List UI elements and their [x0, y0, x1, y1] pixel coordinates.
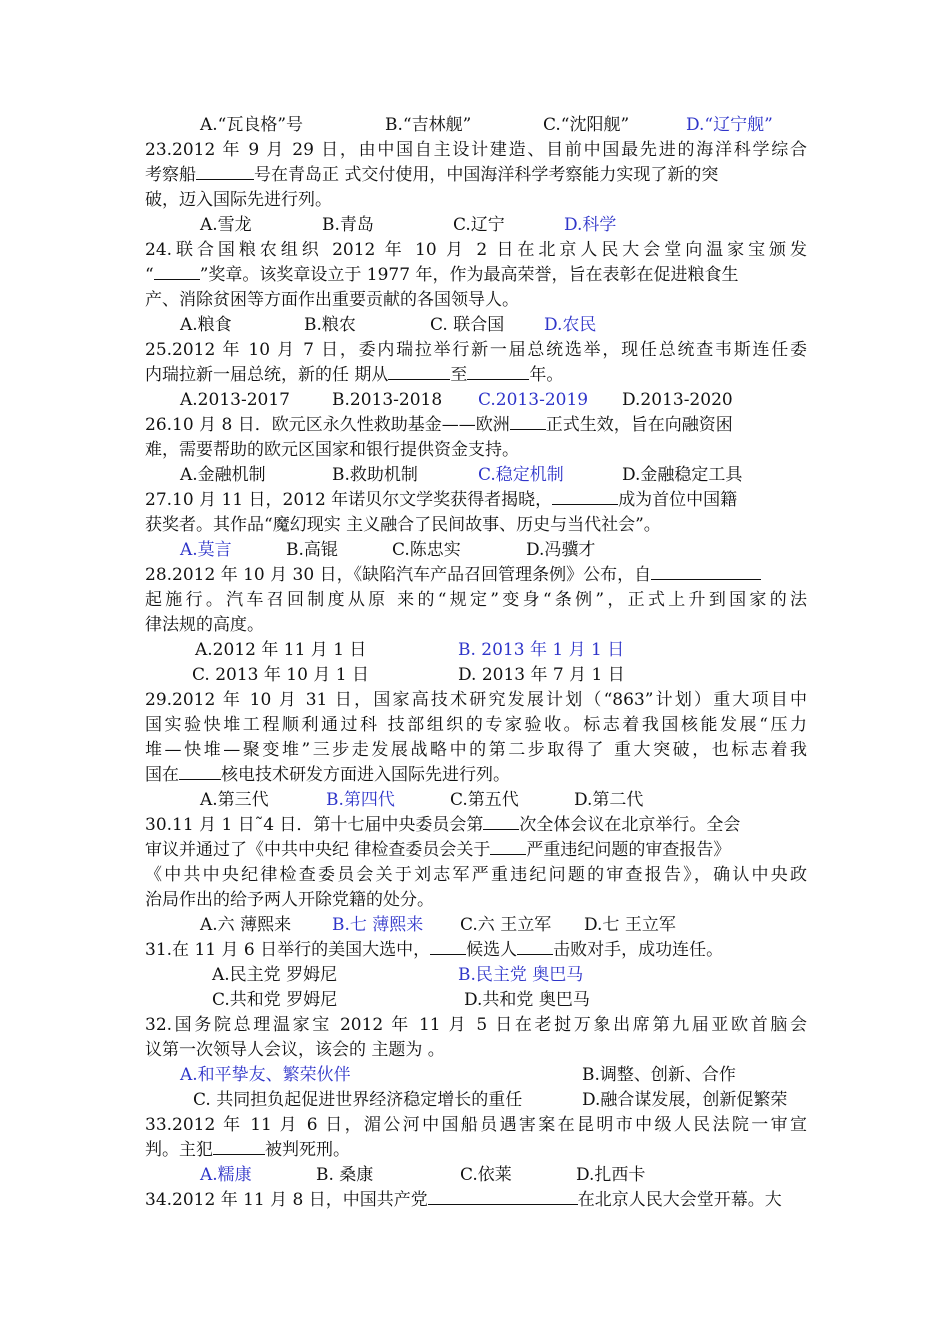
q30-option-b-answer: B.七 薄熙来: [332, 915, 424, 935]
q26-blank: [510, 413, 546, 430]
q22-option-d-answer: D.“辽宁舰”: [686, 115, 773, 135]
q31-option-d: D.共和党 奥巴马: [464, 990, 590, 1010]
q29-option-c: C.第五代: [450, 790, 519, 810]
q31-blank-1: [430, 938, 466, 955]
q28-text-line-3: 律法规的高度。: [145, 615, 264, 635]
q34-text-line-1: [145, 1188, 782, 1213]
q27-text-line-2: 获奖者。其作品“魔幻现实 主义融合了民间故事、历史与当代社会”。: [145, 515, 661, 535]
q32-text-line-1: 32.国务院总理温家宝 2012 年 11 月 5 日在老挝万象出席第九届亚欧首脑会: [145, 1015, 807, 1035]
q30-text-line-1: [145, 813, 740, 838]
q27-option-c: C.陈忠实: [392, 540, 461, 560]
q24-blank: [154, 263, 200, 280]
q26-text-segment: 26.10 月 8 日．欧元区永久性救助基金——欧洲: [145, 415, 510, 435]
q28-option-c: C. 2013 年 10 月 1 日: [192, 665, 369, 685]
q34-blank: [428, 1188, 578, 1205]
q27-text-line-1: [145, 488, 737, 513]
q24-option-c: C. 联合国: [430, 315, 505, 335]
q30-option-c: C.六 王立军: [460, 915, 552, 935]
q23-option-c: C.辽宁: [453, 215, 505, 235]
q29-blank: [179, 763, 221, 780]
q25-text-line-1: 25.2012 年 10 月 7 日，委内瑞拉举行新一届总统选举，现任总统查韦斯连任委: [145, 340, 807, 360]
q31-blank-2: [517, 938, 553, 955]
q32-option-b: B.调整、创新、合作: [582, 1065, 736, 1085]
q33-text-line-2: [145, 1138, 350, 1163]
q28-text-line-1: [145, 563, 761, 588]
q28-option-b-answer: B. 2013 年 1 月 1 日: [458, 640, 625, 660]
q33-text-line-1: 33.2012 年 11 月 6 日，湄公河中国船员遇害案在昆明市中级人民法院一审宣: [145, 1115, 807, 1135]
q24-option-b: B.粮农: [304, 315, 356, 335]
q25-text-segment: 内瑞拉新一届总统，新的任 期从: [145, 365, 389, 385]
q30-text-segment: 30.11 月 1 日˜4 日．第十七届中央委员会第: [145, 815, 484, 835]
q31-option-a: A.民主党 罗姆尼: [212, 965, 338, 985]
q23-text-segment: 号在青岛正 式交付使用，中国海洋科学考察能力实现了新的突: [254, 165, 719, 185]
q32-option-d: D.融合谋发展，创新促繁荣: [582, 1090, 788, 1110]
q26-option-a: A.金融机制: [180, 465, 266, 485]
q25-text-segment: 年。: [529, 365, 564, 385]
q34-text-segment: 在北京人民大会堂开幕。大: [577, 1190, 782, 1210]
q33-option-b: B. 桑康: [316, 1165, 374, 1185]
q33-text-segment: 被判死刑。: [265, 1140, 350, 1160]
q26-option-d: D.金融稳定工具: [622, 465, 743, 485]
q30-blank-2: [490, 838, 526, 855]
q31-text-segment: 击败对手，成功连任。: [553, 940, 724, 960]
q29-text-line-4: [145, 763, 510, 788]
q34-text-segment: 34.2012 年 11 月 8 日，中国共产党: [145, 1190, 428, 1210]
q23-blank: [196, 163, 254, 180]
q26-text-segment: 正式生效，旨在向融资困: [545, 415, 733, 435]
q22-option-b: B.“吉林舰”: [385, 115, 472, 135]
q27-option-b: B.高锟: [286, 540, 338, 560]
q33-option-a-answer: A.糯康: [200, 1165, 252, 1185]
q24-text-segment: ”奖章。该奖章设立于 1977 年，作为最高荣誉，旨在表彰在促进粮食生: [199, 265, 739, 285]
q25-option-d: D.2013-2020: [622, 390, 733, 410]
q30-option-d: D.七 王立军: [584, 915, 676, 935]
q32-text-line-2: 议第一次领导人会议，该会的 主题为 。: [145, 1040, 445, 1060]
q23-option-b: B.青岛: [322, 215, 374, 235]
q32-option-a-answer: A.和平挚友、繁荣伙伴: [180, 1065, 351, 1085]
q28-option-a: A.2012 年 11 月 1 日: [195, 640, 367, 660]
q32-option-c: C. 共同担负起促进世界经济稳定增长的重任: [193, 1090, 523, 1110]
q29-text-segment: 核电技术研发方面进入国际先进行列。: [221, 765, 510, 785]
q27-text-segment: 成为首位中国籍: [618, 490, 738, 510]
q23-text-segment: 考察船: [145, 165, 196, 185]
q33-text-segment: 判。主犯: [145, 1140, 213, 1160]
q25-blank-start: [388, 363, 450, 380]
q24-option-a: A.粮食: [180, 315, 232, 335]
q31-option-c: C.共和党 罗姆尼: [212, 990, 338, 1010]
q30-option-a: A.六 薄熙来: [200, 915, 292, 935]
q26-option-b: B.救助机制: [332, 465, 418, 485]
q24-text-line-1: 24.联合国粮农组织 2012 年 10 月 2 日在北京人民大会堂向温家宝颁发: [145, 240, 807, 260]
q30-text-segment: 次全体会议在北京举行。全会: [519, 815, 741, 835]
q27-option-d: D.冯骥才: [526, 540, 596, 560]
q26-text-line-2: 难，需要帮助的欧元区国家和银行提供资金支持。: [145, 440, 519, 460]
q26-option-c-answer: C.稳定机制: [478, 465, 564, 485]
q23-text-line-2: [145, 163, 718, 188]
q25-option-c-answer: C.2013-2019: [478, 390, 589, 410]
q22-option-c: C.“沈阳舰”: [543, 115, 630, 135]
q30-text-line-2: [145, 838, 730, 863]
q28-blank: [651, 563, 761, 580]
q33-blank: [213, 1138, 265, 1155]
q27-blank: [552, 488, 618, 505]
q30-text-segment: 严重违纪问题的审查报告》: [526, 840, 731, 860]
q22-option-a: A.“瓦良格”号: [200, 115, 304, 135]
q24-text-segment: “: [145, 265, 154, 285]
q30-text-line-4: 治局作出的给予两人开除党籍的处分。: [145, 890, 434, 910]
q29-text-line-2: 国实验快堆工程顺利通过科 技部组织的专家验收。标志着我国核能发展“压力: [145, 715, 807, 735]
q23-text-line-3: 破，迈入国际先进行列。: [145, 190, 332, 210]
q29-option-b-answer: B.第四代: [326, 790, 395, 810]
q29-option-a: A.第三代: [200, 790, 269, 810]
q27-option-a-answer: A.莫言: [180, 540, 232, 560]
q24-text-line-3: 产、消除贫困等方面作出重要贡献的各国领导人。: [145, 290, 519, 310]
q30-text-line-3: 《中共中央纪律检查委员会关于刘志军严重违纪问题的审查报告》，确认中央政: [145, 865, 807, 885]
q29-text-segment: 国在: [145, 765, 179, 785]
q25-option-a: A.2013-2017: [180, 390, 290, 410]
q29-option-d: D.第二代: [574, 790, 644, 810]
q29-text-line-1: 29.2012 年 10 月 31 日，国家高技术研究发展计划（“863”计划）重大项目中: [145, 690, 807, 710]
q29-text-line-3: 堆—快堆—聚变堆”三步走发展战略中的第二步取得了 重大突破，也标志着我: [145, 740, 807, 760]
q28-option-d: D. 2013 年 7 月 1 日: [458, 665, 625, 685]
q25-text-segment: 至: [450, 365, 468, 385]
q28-text-line-2: 起施行。汽车召回制度从原 来的“规定”变身“条例”，正式上升到国家的法: [145, 590, 807, 610]
q26-text-line-1: [145, 413, 733, 438]
q25-blank-end: [467, 363, 529, 380]
q31-option-b-answer: B.民主党 奥巴马: [458, 965, 584, 985]
q33-option-c: C.依莱: [460, 1165, 512, 1185]
q30-text-segment: 审议并通过了《中共中央纪 律检查委员会关于: [145, 840, 491, 860]
q33-option-d: D.扎西卡: [576, 1165, 646, 1185]
q27-text-segment: 27.10 月 11 日，2012 年诺贝尔文学奖获得者揭晓，: [145, 490, 553, 510]
q28-text-segment: 28.2012 年 10 月 30 日，《缺陷汽车产品召回管理条例》公布，自: [145, 565, 652, 585]
q31-text-segment: 候选人: [466, 940, 518, 960]
q31-text-line-1: [145, 938, 723, 963]
q25-option-b: B.2013-2018: [332, 390, 443, 410]
q30-blank-1: [483, 813, 519, 830]
q24-option-d-answer: D.农民: [544, 315, 597, 335]
q23-text-line-1: 23.2012 年 9 月 29 日，由中国自主设计建造、目前中国最先进的海洋科学综合: [145, 140, 807, 160]
q25-text-line-2: [145, 363, 563, 388]
q23-option-d-answer: D.科学: [564, 215, 617, 235]
q31-text-segment: 31.在 11 月 6 日举行的美国大选中，: [145, 940, 431, 960]
q23-option-a: A.雪龙: [200, 215, 252, 235]
q24-text-line-2: [145, 263, 738, 288]
